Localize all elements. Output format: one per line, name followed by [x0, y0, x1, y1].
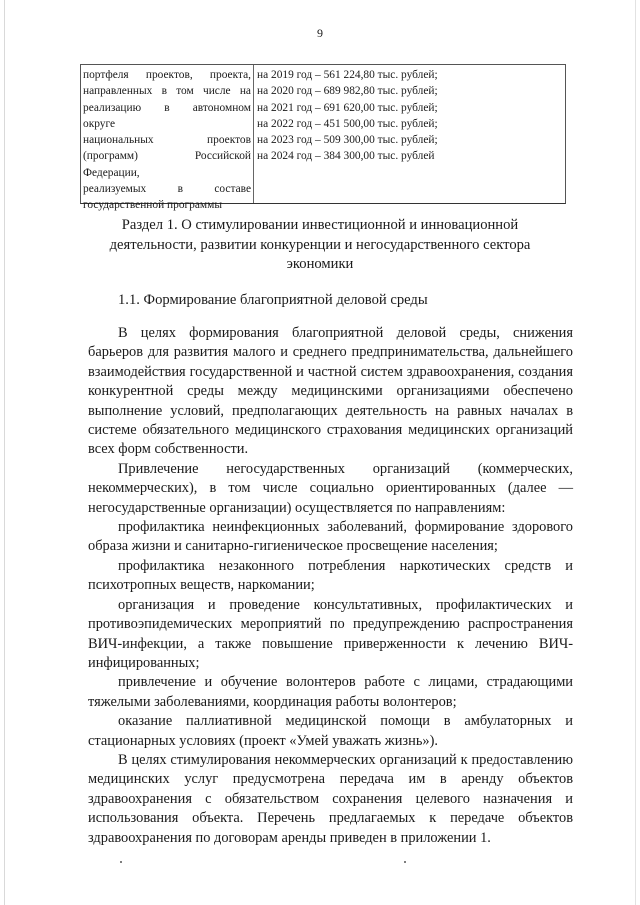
table-column-divider: [253, 65, 254, 203]
table-left-line: портфеля проектов, проекта,: [83, 69, 251, 81]
table-funding-line: на 2024 год – 384 300,00 тыс. рублей: [257, 150, 435, 163]
table-left-line: направленных в том числе на: [83, 85, 251, 98]
table-left-line: (программ) Российской: [83, 150, 251, 163]
scan-speck: [120, 861, 122, 863]
table-funding-line: на 2020 год – 689 982,80 тыс. рублей;: [257, 85, 438, 98]
paragraph: профилактика неинфекционных заболеваний, формирование здорового образа жизни и санитарно-гигиеническое просвещение населения;: [88, 519, 573, 555]
scan-edge-right: [635, 0, 636, 905]
table-left-line: государственной программы: [83, 199, 223, 212]
paragraph: оказание паллиативной медицинской помощи в амбулаторных и стационарных условиях (проект «Умей уважать жизнь»).: [88, 713, 573, 749]
table-left-column: [83, 67, 251, 214]
paragraph: В целях стимулирования некоммерческих организаций к предоставлению медицинских услуг предусмотрена передача им в аренду объектов здравоохранения с обязательством сохранения целевого назначения и использования объекта. Перечень предлагаемых к передаче объектов здравоохранения по договорам аренды приведен в приложении 1.: [88, 751, 573, 846]
paragraph: В целях формирования благоприятной деловой среды, снижения барьеров для развития малого и среднего предпринимательства, дальнейшего взаимодействия государственной и частной систем здравоохранения, создания конкурентной среды между медицинскими организациями обеспечено выполнение условий, предполагающих деятельность на равных началах в системе обязательного медицинского страхования медицинских организаций всех форм собственности.: [88, 325, 573, 458]
section-title: Раздел 1. О стимулировании инвестиционной и инновационной деятельности, развитии конкуренции и негосударственного сектора экономики: [109, 217, 531, 272]
funding-table: [80, 64, 566, 212]
table-funding-line: на 2021 год – 691 620,00 тыс. рублей;: [257, 101, 438, 114]
paragraph: Привлечение негосударственных организаций (коммерческих, некоммерческих), в том числе социально ориентированных (далее — негосударственные организации) осуществляется по направлениям:: [88, 460, 573, 516]
paragraph: привлечение и обучение волонтеров работе с лицами, страдающими тяжелыми заболеваниями, координация работы волонтеров;: [88, 674, 573, 710]
table-funding-line: на 2023 год – 509 300,00 тыс. рублей;: [257, 134, 438, 147]
paragraph: организация и проведение консультативных, профилактических и противоэпидемических мероприятий по предупреждению распространения ВИЧ-инфекции, а также повышение приверженности к лечению ВИЧ-инфицированных;: [88, 596, 573, 671]
table-funding-line: на 2022 год – 451 500,00 тыс. рублей;: [257, 117, 438, 130]
body-text: [88, 324, 573, 848]
table-right-column: [257, 67, 563, 165]
paragraph: профилактика незаконного потребления наркотических средств и психотропных веществ, наркомании;: [88, 557, 573, 594]
table-left-line: Федерации,: [83, 166, 140, 179]
table-left-line: реализацию в автономном: [83, 101, 251, 114]
table-funding-line: на 2019 год – 561 224,80 тыс. рублей;: [257, 69, 438, 81]
subsection-title: 1.1. Формирование благоприятной деловой среды: [118, 292, 428, 308]
table-left-line: национальных проектов: [83, 134, 251, 147]
scan-edge-left: [4, 0, 5, 905]
page-number: 9: [317, 26, 323, 40]
scan-speck: [404, 861, 406, 863]
table-left-line: реализуемых в составе: [83, 183, 251, 196]
table-left-line: округе: [83, 117, 116, 130]
